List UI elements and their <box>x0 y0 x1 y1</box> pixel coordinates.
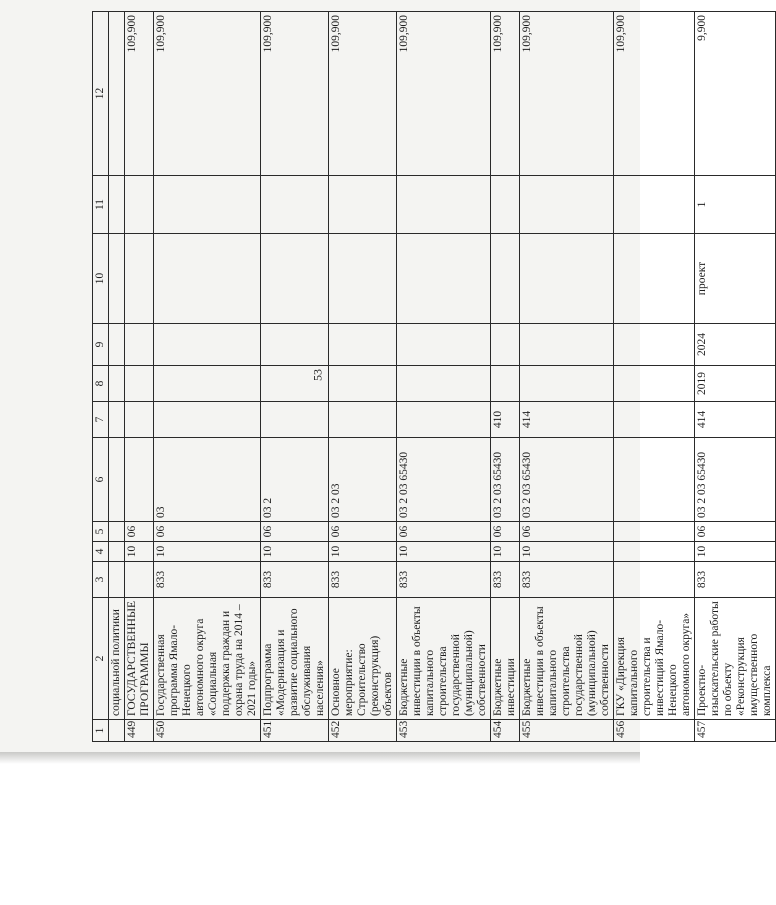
start-year-cell <box>614 366 695 402</box>
start-year-cell <box>520 366 614 402</box>
stage-cell <box>491 234 520 324</box>
code-target-cell: 03 2 03 65430 <box>520 438 614 522</box>
amount-cell: 109,900 <box>329 12 397 176</box>
amount-cell: 109,900 <box>261 12 329 176</box>
table-row <box>154 12 261 742</box>
stage-cell: проект <box>695 234 776 324</box>
code-expense-type-cell <box>154 402 261 438</box>
amount-cell: 109,900 <box>520 12 614 176</box>
item-name-cell: социальной политики <box>109 598 125 720</box>
table-row <box>109 12 125 742</box>
code-expense-type-cell <box>397 402 491 438</box>
amount-cell: 109,900 <box>491 12 520 176</box>
item-name-cell: Проектно-изыскательские работы по объекту «Реконструкция имущественного комплекса <box>695 598 776 720</box>
code-subsection-cell: 06 <box>329 522 397 542</box>
code-section-cell: 10 <box>261 542 329 562</box>
amount-cell <box>109 12 125 176</box>
row-number-cell: 455 <box>520 720 614 742</box>
end-year-cell <box>329 324 397 366</box>
code-subsection-cell: 06 <box>397 522 491 542</box>
quantity-cell <box>397 176 491 234</box>
code-section-cell <box>109 542 125 562</box>
code-target-cell: 03 2 03 65430 <box>397 438 491 522</box>
table-body <box>93 12 776 742</box>
code-target-cell: 03 2 <box>261 438 329 522</box>
code-target-cell: 03 2 03 65430 <box>491 438 520 522</box>
column-header: 10 <box>93 234 109 324</box>
code-section-cell <box>614 542 695 562</box>
start-year-cell <box>125 366 154 402</box>
code-expense-type-cell <box>329 402 397 438</box>
stage-cell <box>614 234 695 324</box>
code-section-cell: 10 <box>397 542 491 562</box>
quantity-cell <box>614 176 695 234</box>
stage-cell <box>329 234 397 324</box>
item-name-cell: Основное мероприятие: Строительство (реконструкция) объектов <box>329 598 397 720</box>
quantity-cell <box>329 176 397 234</box>
amount-cell: 109,900 <box>125 12 154 176</box>
code-expense-type-cell <box>614 402 695 438</box>
stage-cell <box>109 234 125 324</box>
column-header: 1 <box>93 720 109 742</box>
rotated-table-wrapper <box>92 12 773 742</box>
quantity-cell <box>154 176 261 234</box>
end-year-cell <box>614 324 695 366</box>
amount-cell: 109,900 <box>397 12 491 176</box>
header-row <box>93 12 109 742</box>
amount-cell: 109,900 <box>614 12 695 176</box>
budget-table <box>92 11 776 742</box>
item-name-cell: Бюджетные инвестиции в объекты капитального строительства государственной (муниципальной) собственности <box>397 598 491 720</box>
column-header: 2 <box>93 598 109 720</box>
code-subsection-cell <box>109 522 125 542</box>
row-number-cell: 456 <box>614 720 695 742</box>
row-number-cell: 454 <box>491 720 520 742</box>
table-row <box>695 12 776 742</box>
end-year-cell: 2024 <box>695 324 776 366</box>
quantity-cell <box>261 176 329 234</box>
start-year-cell <box>261 366 329 402</box>
code-subsection-cell: 06 <box>520 522 614 542</box>
code-ministry-cell: 833 <box>154 562 261 598</box>
code-target-cell: 03 2 03 <box>329 438 397 522</box>
code-section-cell: 10 <box>125 542 154 562</box>
page-edge-shadow <box>0 752 640 764</box>
row-number-cell: 449 <box>125 720 154 742</box>
stage-cell <box>397 234 491 324</box>
amount-cell: 109,900 <box>154 12 261 176</box>
stage-cell <box>125 234 154 324</box>
code-section-cell: 10 <box>695 542 776 562</box>
code-target-cell: 03 2 03 65430 <box>695 438 776 522</box>
stage-cell <box>520 234 614 324</box>
column-header: 3 <box>93 562 109 598</box>
code-subsection-cell: 06 <box>491 522 520 542</box>
end-year-cell <box>154 324 261 366</box>
quantity-cell <box>109 176 125 234</box>
start-year-cell <box>491 366 520 402</box>
code-ministry-cell <box>109 562 125 598</box>
quantity-cell <box>491 176 520 234</box>
code-target-cell: 03 <box>154 438 261 522</box>
column-header: 8 <box>93 366 109 402</box>
code-ministry-cell: 833 <box>397 562 491 598</box>
code-ministry-cell: 833 <box>695 562 776 598</box>
code-target-cell <box>125 438 154 522</box>
table-row <box>491 12 520 742</box>
row-number-cell: 453 <box>397 720 491 742</box>
code-section-cell: 10 <box>154 542 261 562</box>
column-header: 6 <box>93 438 109 522</box>
row-number-cell: 450 <box>154 720 261 742</box>
code-expense-type-cell <box>109 402 125 438</box>
column-header: 4 <box>93 542 109 562</box>
end-year-cell <box>520 324 614 366</box>
code-subsection-cell: 06 <box>154 522 261 542</box>
row-number-cell: 457 <box>695 720 776 742</box>
end-year-cell <box>125 324 154 366</box>
code-ministry-cell: 833 <box>520 562 614 598</box>
item-name-cell: Бюджетные инвестиции в объекты капитального строительства государственной (муниципальной) собственности <box>520 598 614 720</box>
row-number-cell: 452 <box>329 720 397 742</box>
code-expense-type-cell <box>125 402 154 438</box>
code-section-cell: 10 <box>491 542 520 562</box>
code-target-cell <box>109 438 125 522</box>
column-header: 11 <box>93 176 109 234</box>
table-row <box>614 12 695 742</box>
table-row <box>329 12 397 742</box>
quantity-cell <box>125 176 154 234</box>
code-ministry-cell <box>614 562 695 598</box>
table-row <box>261 12 329 742</box>
column-header: 5 <box>93 522 109 542</box>
start-year-cell <box>329 366 397 402</box>
row-number-cell: 451 <box>261 720 329 742</box>
code-subsection-cell: 06 <box>125 522 154 542</box>
code-target-cell <box>614 438 695 522</box>
code-subsection-cell <box>614 522 695 542</box>
stage-cell <box>261 234 329 324</box>
stage-cell <box>154 234 261 324</box>
column-header: 12 <box>93 12 109 176</box>
code-expense-type-cell <box>261 402 329 438</box>
item-name-cell: Государственная программа Ямало-Ненецкого автономного округа «Социальная поддержка граждан и охрана труда на 2014 – 2021 годы» <box>154 598 261 720</box>
code-ministry-cell <box>125 562 154 598</box>
start-year-cell <box>109 366 125 402</box>
row-number-cell <box>109 720 125 742</box>
table-row <box>397 12 491 742</box>
code-ministry-cell: 833 <box>329 562 397 598</box>
code-ministry-cell: 833 <box>261 562 329 598</box>
start-year-cell <box>397 366 491 402</box>
column-header: 7 <box>93 402 109 438</box>
start-year-cell: 2019 <box>695 366 776 402</box>
end-year-cell <box>491 324 520 366</box>
code-expense-type-cell: 410 <box>491 402 520 438</box>
table-row <box>125 12 154 742</box>
code-subsection-cell: 06 <box>695 522 776 542</box>
code-section-cell: 10 <box>520 542 614 562</box>
end-year-cell <box>109 324 125 366</box>
quantity-cell <box>520 176 614 234</box>
code-expense-type-cell: 414 <box>695 402 776 438</box>
item-name-cell: Бюджетные инвестиции <box>491 598 520 720</box>
start-year-cell <box>154 366 261 402</box>
item-name-cell: ГКУ «Дирекция капитального строительства и инвестиций Ямало-Ненецкого автономного округа» <box>614 598 695 720</box>
amount-cell: 9,900 <box>695 12 776 176</box>
quantity-cell: 1 <box>695 176 776 234</box>
code-ministry-cell: 833 <box>491 562 520 598</box>
code-subsection-cell: 06 <box>261 522 329 542</box>
item-name-cell: Подпрограмма «Модернизация и развитие социального обслуживания населения» <box>261 598 329 720</box>
column-header: 9 <box>93 324 109 366</box>
code-expense-type-cell: 414 <box>520 402 614 438</box>
page-number: 53 <box>310 369 325 381</box>
end-year-cell <box>397 324 491 366</box>
end-year-cell <box>261 324 329 366</box>
table-row <box>520 12 614 742</box>
code-section-cell: 10 <box>329 542 397 562</box>
item-name-cell: ГОСУДАРСТВЕННЫЕ ПРОГРАММЫ <box>125 598 154 720</box>
